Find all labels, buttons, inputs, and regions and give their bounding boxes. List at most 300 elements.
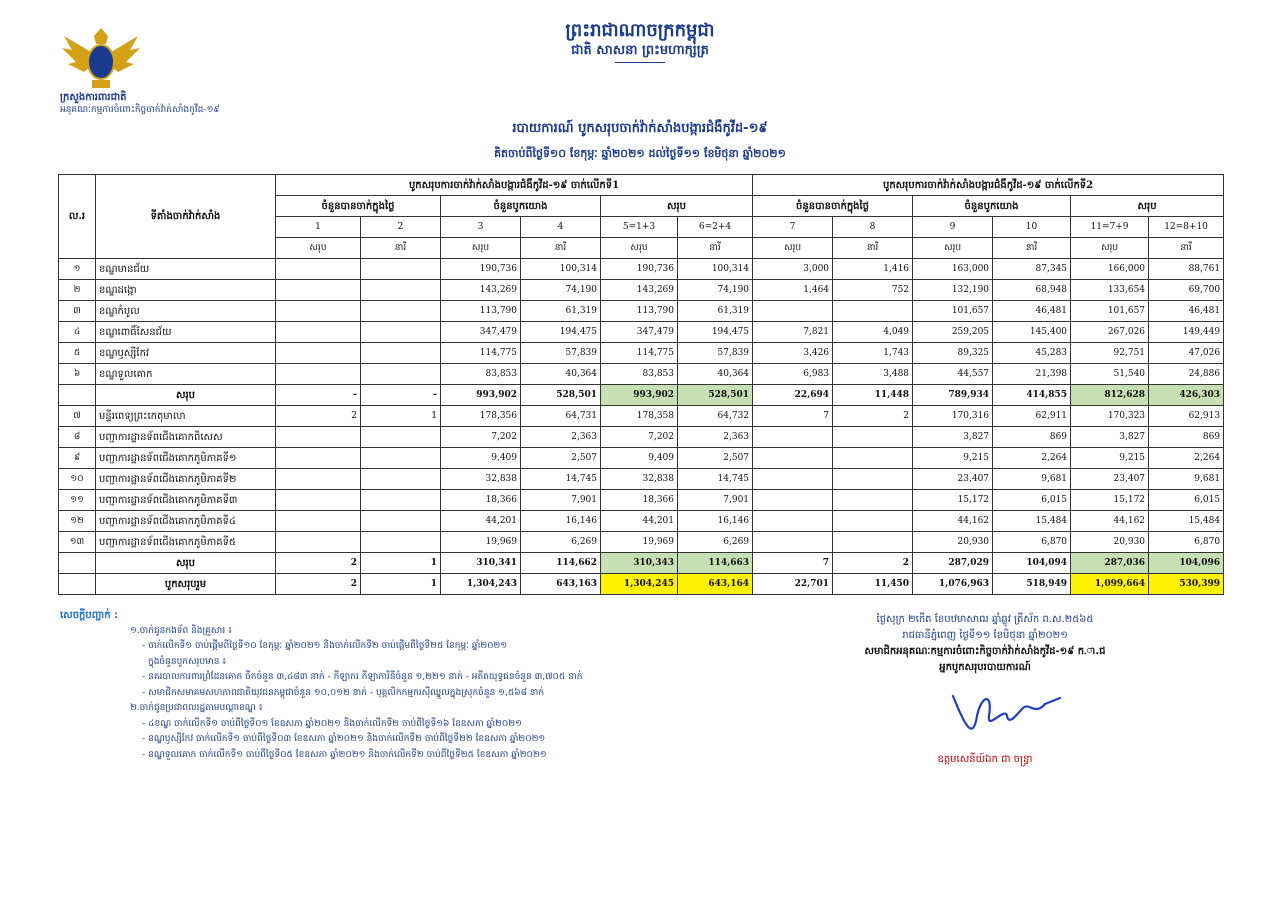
subtotal-cell: 7 [753, 553, 833, 574]
data-cell: 6,015 [993, 490, 1071, 511]
row-number: ៨ [59, 427, 96, 448]
data-cell: 15,172 [913, 490, 993, 511]
dose1-group-header: បូកសរុបការចាក់វ៉ាក់សាំងបង្ការជំងឺកូវីដ-១៩ ចាក់លើកទី1 [276, 175, 753, 196]
data-cell: 6,015 [1149, 490, 1224, 511]
column-label-total: សរុប [601, 238, 678, 259]
empty-cell [59, 385, 96, 406]
data-cell: 166,000 [1071, 259, 1149, 280]
note-line: - ចាក់លើកទី១ ចាប់ផ្ដើមពីថ្ងៃទី១០ ខែកុម្ភៈ ឆ្នាំ២០២១ និងចាក់លើកទី២ ចាប់ផ្ដើមពីថ្ងៃទី២៥ ខែកុម្ភៈ ឆ្នាំ២០២១ [142, 641, 508, 651]
row-number: ៣ [59, 301, 96, 322]
row-number: ៦ [59, 364, 96, 385]
row-location-name: ខណ្ឌមានជ័យ [96, 259, 276, 280]
data-cell: 20,930 [913, 532, 993, 553]
data-cell: 83,853 [441, 364, 521, 385]
data-cell: 114,775 [601, 343, 678, 364]
motto-divider [615, 62, 665, 63]
row-location-name: បញ្ជាការដ្ឋានទ័ពជើងគោកភូមិភាគទី១ [96, 448, 276, 469]
subtotal-cell: 2 [833, 553, 913, 574]
data-cell: 259,205 [913, 322, 993, 343]
data-cell: 44,162 [1071, 511, 1149, 532]
data-cell: 190,736 [441, 259, 521, 280]
column-number: 10 [993, 217, 1071, 238]
note-line: ក្នុងចំនួនបូកសរុបមាន ៖ [148, 656, 227, 667]
subtotal-cell: - [276, 385, 361, 406]
subgroup-header: ចំនួនបានចាក់ក្នុងថ្ងៃ [276, 196, 441, 217]
data-cell: 7,821 [753, 322, 833, 343]
data-cell [833, 511, 913, 532]
data-cell: 3,827 [1071, 427, 1149, 448]
dose2-group-header: បូកសរុបការចាក់វ៉ាក់សាំងបង្ការជំងឺកូវីដ-១៩ ចាក់លើកទី2 [753, 175, 1224, 196]
note-line: - ៤ខណ្ឌ ចាក់លើកទី១ ចាប់ពីថ្ងៃទី០១ ខែឧសភា ឆ្នាំ២០២១ និងចាក់លើកទី២ ចាប់ពីថ្ងៃទី១៦ ខែឧសភា ឆ្នាំ២០២១ [142, 718, 522, 729]
data-cell [276, 532, 361, 553]
row-location-name: បញ្ជាការដ្ឋានទ័ពជើងគោកភូមិភាគទី៤ [96, 511, 276, 532]
data-cell: 1,743 [833, 343, 913, 364]
column-number: 3 [441, 217, 521, 238]
column-number: 2 [361, 217, 441, 238]
note-line: ២.ចាក់ជូនប្រជាពលរដ្ឋតាមបណ្ដាខណ្ឌ ៖ [130, 703, 263, 713]
subtotal-cell: 1 [361, 553, 441, 574]
data-cell [753, 469, 833, 490]
column-label-female: នារី [1149, 238, 1224, 259]
data-cell: 3,827 [913, 427, 993, 448]
notes-title: សេចក្ដីបញ្ជាក់ : [60, 610, 119, 621]
empty-cell [59, 574, 96, 595]
subtotal-cell: 1,304,245 [601, 574, 678, 595]
table-row [59, 259, 1224, 280]
data-cell: 2,507 [521, 448, 601, 469]
table-row [59, 511, 1224, 532]
data-cell: 9,409 [441, 448, 521, 469]
subtotal-cell: 518,949 [993, 574, 1071, 595]
column-number: 5=1+3 [601, 217, 678, 238]
subtotal-cell: 1,099,664 [1071, 574, 1149, 595]
row-location-name: បញ្ជាការដ្ឋានទ័ពជើងគោកពិសេស [96, 427, 276, 448]
subtotal-cell: 310,343 [601, 553, 678, 574]
table-row [59, 280, 1224, 301]
data-cell: 143,269 [441, 280, 521, 301]
data-cell: 32,838 [601, 469, 678, 490]
data-cell: 869 [1149, 427, 1224, 448]
subtotal-cell: - [361, 385, 441, 406]
subtotal-row-label: សរុប [96, 385, 276, 406]
data-cell: 24,886 [1149, 364, 1224, 385]
column-number: 8 [833, 217, 913, 238]
data-cell: 100,314 [521, 259, 601, 280]
row-number: ១០ [59, 469, 96, 490]
data-cell [753, 427, 833, 448]
data-cell: 194,475 [521, 322, 601, 343]
data-cell: 44,162 [913, 511, 993, 532]
note-line: - សមាជិកសមាគមសហភាពជាតិយុវជនកម្ពុជាចំនួន ១០,០១២ នាក់ - បុគ្គលិកកម្មករស៊ីឈ្នួលក្នុងស្រុកចំនួន ១,៥៦៨ នាក់ [142, 687, 545, 698]
table-row [59, 427, 1224, 448]
ministry-emblem-logo [62, 28, 140, 90]
subtotal-row [59, 553, 1224, 574]
data-cell: 74,190 [678, 280, 753, 301]
data-cell: 23,407 [913, 469, 993, 490]
data-cell: 64,732 [678, 406, 753, 427]
data-cell: 46,481 [993, 301, 1071, 322]
data-cell: 113,790 [441, 301, 521, 322]
column-label-female: នារី [993, 238, 1071, 259]
data-cell: 347,479 [601, 322, 678, 343]
data-cell: 9,409 [601, 448, 678, 469]
data-cell: 2,363 [678, 427, 753, 448]
column-label-total: សរុប [441, 238, 521, 259]
data-cell: 1,464 [753, 280, 833, 301]
data-cell: 46,481 [1149, 301, 1224, 322]
grand-total-row [59, 574, 1224, 595]
data-cell: 15,484 [993, 511, 1071, 532]
data-cell: 9,215 [913, 448, 993, 469]
note-line: ១.ចាក់ជូនកងទ័ព និងគ្រួសារ ៖ [130, 625, 233, 636]
data-cell [753, 490, 833, 511]
subtotal-cell: 2 [276, 553, 361, 574]
subtotal-cell: 812,628 [1071, 385, 1149, 406]
data-cell [833, 532, 913, 553]
data-cell: 178,358 [601, 406, 678, 427]
data-cell: 143,269 [601, 280, 678, 301]
data-cell: 9,681 [1149, 469, 1224, 490]
data-cell: 7,202 [441, 427, 521, 448]
data-cell [361, 511, 441, 532]
notes-section [60, 608, 680, 763]
data-cell: 64,731 [521, 406, 601, 427]
signatory-organization: សមាជិកអនុគណៈកម្មការចំពោះកិច្ចចាក់វ៉ាក់សាំងកូវីដ-១៩ ក.ា.ជ [864, 646, 1106, 657]
row-number: ១២ [59, 511, 96, 532]
row-location-name: ខណ្ឌពោធិ៍សែនជ័យ [96, 322, 276, 343]
data-cell: 133,654 [1071, 280, 1149, 301]
data-cell: 44,201 [601, 511, 678, 532]
data-cell [361, 322, 441, 343]
column-number: 9 [913, 217, 993, 238]
data-cell: 7,202 [601, 427, 678, 448]
row-number: ១ [59, 259, 96, 280]
table-row [59, 448, 1224, 469]
report-period: គិតចាប់ពីថ្ងៃទី១០ ខែកុម្ភៈ ឆ្នាំ២០២១ ដល់ថ្ងៃទី១១ ខែមិថុនា ឆ្នាំ២០២១ [494, 147, 786, 160]
data-cell [361, 427, 441, 448]
data-cell [276, 511, 361, 532]
header-row [59, 175, 1224, 196]
data-cell [361, 259, 441, 280]
data-cell: 40,364 [521, 364, 601, 385]
data-cell: 92,751 [1071, 343, 1149, 364]
data-cell: 47,026 [1149, 343, 1224, 364]
data-cell: 45,283 [993, 343, 1071, 364]
data-cell [276, 280, 361, 301]
data-cell: 1 [361, 406, 441, 427]
data-cell: 9,681 [993, 469, 1071, 490]
empty-cell [59, 553, 96, 574]
column-number: 12=8+10 [1149, 217, 1224, 238]
data-cell: 16,146 [678, 511, 753, 532]
data-cell: 6,269 [521, 532, 601, 553]
data-cell: 347,479 [441, 322, 521, 343]
data-cell [361, 280, 441, 301]
data-cell: 61,319 [678, 301, 753, 322]
data-cell: 32,838 [441, 469, 521, 490]
subtotal-row [59, 385, 1224, 406]
data-cell: 19,969 [441, 532, 521, 553]
data-cell: 163,000 [913, 259, 993, 280]
national-motto: ជាតិ សាសនា ព្រះមហាក្សត្រ [571, 43, 709, 58]
data-cell: 15,172 [1071, 490, 1149, 511]
subtotal-cell: 993,902 [441, 385, 521, 406]
data-cell: 1,416 [833, 259, 913, 280]
column-label-total: សរុប [753, 238, 833, 259]
data-cell: 6,870 [1149, 532, 1224, 553]
data-cell: 190,736 [601, 259, 678, 280]
row-location-name: ខណ្ឌដង្កោ [96, 280, 276, 301]
data-cell [753, 301, 833, 322]
data-cell [361, 532, 441, 553]
committee-name: អនុគណៈកម្មការចំពោះកិច្ចចាក់វ៉ាក់សាំងកូវីដ-១៩ [60, 105, 220, 115]
data-cell: 6,269 [678, 532, 753, 553]
data-cell: 2 [833, 406, 913, 427]
note-line: - ខណ្ឌឫស្សីកែវ ចាក់លើកទី១ ចាប់ពីថ្ងៃទី០៣ ខែឧសភា ឆ្នាំ២០២១ និងចាក់លើកទី២ ចាប់ពីថ្ងៃទី២២ ខែឧសភា ឆ្នាំ២០២១ [142, 734, 546, 744]
data-cell: 40,364 [678, 364, 753, 385]
column-label-female: នារី [361, 238, 441, 259]
subgroup-header: សរុប [601, 196, 753, 217]
subtotal-cell: 310,341 [441, 553, 521, 574]
data-cell: 178,356 [441, 406, 521, 427]
data-cell: 21,398 [993, 364, 1071, 385]
data-cell: 170,316 [913, 406, 993, 427]
subtotal-cell: 104,094 [993, 553, 1071, 574]
data-cell [276, 427, 361, 448]
column-number: 11=7+9 [1071, 217, 1149, 238]
data-cell: 89,325 [913, 343, 993, 364]
subtotal-cell: 643,163 [521, 574, 601, 595]
table-row [59, 532, 1224, 553]
subtotal-cell: 993,902 [601, 385, 678, 406]
data-cell: 18,366 [441, 490, 521, 511]
data-cell: 2,363 [521, 427, 601, 448]
data-cell [753, 532, 833, 553]
table-row [59, 469, 1224, 490]
data-cell: 114,775 [441, 343, 521, 364]
data-cell: 87,345 [993, 259, 1071, 280]
data-cell [361, 490, 441, 511]
table-row [59, 322, 1224, 343]
lunar-date: ថ្ងៃសុក្រ ២កើត ខែបឋមាសាឍ ឆ្នាំឆ្លូវ ត្រីស័ក ព.ស.២៥៦៥ [876, 614, 1094, 625]
data-cell [833, 427, 913, 448]
data-cell: 16,146 [521, 511, 601, 532]
table-row [59, 343, 1224, 364]
table-row [59, 364, 1224, 385]
data-cell: 74,190 [521, 280, 601, 301]
data-cell: 44,201 [441, 511, 521, 532]
data-cell: 101,657 [913, 301, 993, 322]
data-cell [753, 448, 833, 469]
subtotal-cell: 1 [361, 574, 441, 595]
data-cell: 62,911 [993, 406, 1071, 427]
subtotal-cell: 414,855 [993, 385, 1071, 406]
row-location-name: បញ្ជាការដ្ឋានទ័ពជើងគោកភូមិភាគទី២ [96, 469, 276, 490]
column-label-total: សរុប [276, 238, 361, 259]
subtotal-cell: 1,076,963 [913, 574, 993, 595]
data-cell: 7 [753, 406, 833, 427]
data-cell: 6,870 [993, 532, 1071, 553]
subtotal-cell: 528,501 [678, 385, 753, 406]
data-cell [833, 448, 913, 469]
data-cell [361, 364, 441, 385]
data-cell [361, 448, 441, 469]
row-number: ៩ [59, 448, 96, 469]
column-number: 6=2+4 [678, 217, 753, 238]
column-label-female: នារី [678, 238, 753, 259]
ministry-name: ក្រសួងការពារជាតិ [60, 92, 127, 103]
data-cell [361, 343, 441, 364]
subgroup-header: សរុប [1071, 196, 1224, 217]
data-cell [276, 322, 361, 343]
data-cell: 57,839 [521, 343, 601, 364]
subgroup-header: ចំនួនបូកយោង [913, 196, 1071, 217]
row-number: ៧ [59, 406, 96, 427]
data-cell [276, 343, 361, 364]
data-cell: 145,400 [993, 322, 1071, 343]
data-cell: 69,700 [1149, 280, 1224, 301]
data-cell: 3,426 [753, 343, 833, 364]
data-cell [833, 469, 913, 490]
column-label-female: នារី [833, 238, 913, 259]
subtotal-cell: 114,662 [521, 553, 601, 574]
row-number: ២ [59, 280, 96, 301]
row-location-name: មន្ទីរពេទ្យព្រះកេតុមាលា [96, 406, 276, 427]
data-cell [276, 364, 361, 385]
row-location-name: ខណ្ឌកំបូល [96, 301, 276, 322]
subtotal-cell: 2 [276, 574, 361, 595]
signature-block [825, 612, 1145, 676]
report-title: របាយការណ៍ បូកសរុបចាក់វ៉ាក់សាំងបង្ការជំងឺកូវីដ-១៩ [512, 121, 768, 136]
data-cell: 51,540 [1071, 364, 1149, 385]
data-cell [276, 469, 361, 490]
subtotal-cell: 789,934 [913, 385, 993, 406]
data-cell: 61,319 [521, 301, 601, 322]
data-cell: 14,745 [678, 469, 753, 490]
row-number: ៤ [59, 322, 96, 343]
subtotal-cell: 287,029 [913, 553, 993, 574]
subtotal-cell: 1,304,243 [441, 574, 521, 595]
column-number: 7 [753, 217, 833, 238]
subtotal-cell: 22,701 [753, 574, 833, 595]
signer-name: ឧត្តមសេនីយ៍ឯក ជា ចន្ធ្រា [937, 754, 1033, 765]
data-cell [833, 490, 913, 511]
signatory-role: អ្នកបូកសរុបរបាយការណ៍ [939, 662, 1031, 673]
column-label-female: នារី [521, 238, 601, 259]
data-cell: 194,475 [678, 322, 753, 343]
subtotal-cell: 530,399 [1149, 574, 1224, 595]
data-cell [276, 259, 361, 280]
table-row [59, 490, 1224, 511]
subtotal-cell: 22,694 [753, 385, 833, 406]
data-cell [361, 469, 441, 490]
data-cell: 3,488 [833, 364, 913, 385]
data-cell: 2,507 [678, 448, 753, 469]
data-cell: 7,901 [521, 490, 601, 511]
data-cell [753, 511, 833, 532]
row-location-name: បញ្ជាការដ្ឋានទ័ពជើងគោកភូមិភាគទី៣ [96, 490, 276, 511]
data-cell: 19,969 [601, 532, 678, 553]
row-number: ១៣ [59, 532, 96, 553]
note-line: - នគរបាលការពារព្រំដែនគោក ចីកចំនួន ៣,៤៨៣ នាក់ - កីឡាករ កីឡាការិនីចំនួន ១,២២១ នាក់ - អតីតយុទ្ធជនចំនួន ៣,៧០៥ នាក់ [142, 672, 583, 682]
data-cell [276, 490, 361, 511]
column-number: 4 [521, 217, 601, 238]
note-line: - ខណ្ឌទួលគោក ចាក់លើកទី១ ចាប់ពីថ្ងៃទី០៥ ខែឧសភា ឆ្នាំ២០២១ និងចាក់លើកទី២ ចាប់ពីថ្ងៃទី២៥ ខែឧសភា ឆ្នាំ២០២១ [142, 749, 547, 760]
data-cell: 44,557 [913, 364, 993, 385]
row-location-name: ខណ្ឌទួលគោក [96, 364, 276, 385]
data-cell [833, 301, 913, 322]
data-cell: 20,930 [1071, 532, 1149, 553]
subtotal-cell: 287,036 [1071, 553, 1149, 574]
row-location-name: ខណ្ឌឫស្សីកែវ [96, 343, 276, 364]
data-cell: 752 [833, 280, 913, 301]
data-cell: 68,948 [993, 280, 1071, 301]
subtotal-cell: 114,663 [678, 553, 753, 574]
row-location-name: បញ្ជាការដ្ឋានទ័ពជើងគោកភូមិភាគទី៥ [96, 532, 276, 553]
data-cell: 113,790 [601, 301, 678, 322]
subtotal-cell: 104,096 [1149, 553, 1224, 574]
data-cell: 15,484 [1149, 511, 1224, 532]
data-cell: 2 [276, 406, 361, 427]
data-cell: 101,657 [1071, 301, 1149, 322]
kingdom-title: ព្រះរាជាណាចក្រកម្ពុជា [565, 20, 715, 41]
subtotal-cell: 643,164 [678, 574, 753, 595]
data-cell: 149,449 [1149, 322, 1224, 343]
data-cell [276, 448, 361, 469]
data-cell: 170,323 [1071, 406, 1149, 427]
handwritten-signature [945, 686, 1065, 746]
data-cell: 6,983 [753, 364, 833, 385]
data-cell [361, 301, 441, 322]
subtotal-cell: 528,501 [521, 385, 601, 406]
data-cell: 2,264 [1149, 448, 1224, 469]
data-cell: 88,761 [1149, 259, 1224, 280]
subtotal-cell: 11,450 [833, 574, 913, 595]
vaccination-report-table [58, 174, 1224, 595]
subtotal-cell: 11,448 [833, 385, 913, 406]
grand-total-row-label: បូកសរុបរួម [96, 574, 276, 595]
data-cell: 2,264 [993, 448, 1071, 469]
subtotal-cell: 426,303 [1149, 385, 1224, 406]
data-cell: 100,314 [678, 259, 753, 280]
column-label-total: សរុប [913, 238, 993, 259]
column-header-no: ល.រ [59, 175, 96, 259]
table-row [59, 301, 1224, 322]
data-cell: 4,049 [833, 322, 913, 343]
data-cell: 869 [993, 427, 1071, 448]
subgroup-header: ចំនួនបានចាក់ក្នុងថ្ងៃ [753, 196, 913, 217]
data-cell: 23,407 [1071, 469, 1149, 490]
column-header-location: ទីតាំងចាក់វ៉ាក់សាំង [96, 175, 276, 259]
row-number: ៥ [59, 343, 96, 364]
data-cell: 62,913 [1149, 406, 1224, 427]
data-cell: 3,000 [753, 259, 833, 280]
data-cell: 267,026 [1071, 322, 1149, 343]
data-cell: 9,215 [1071, 448, 1149, 469]
column-label-total: សរុប [1071, 238, 1149, 259]
subtotal-row-label: សរុប [96, 553, 276, 574]
data-cell: 7,901 [678, 490, 753, 511]
data-cell [276, 301, 361, 322]
table-row [59, 406, 1224, 427]
data-cell: 57,839 [678, 343, 753, 364]
data-cell: 83,853 [601, 364, 678, 385]
column-number: 1 [276, 217, 361, 238]
data-cell: 14,745 [521, 469, 601, 490]
subgroup-header: ចំនួនបូកយោង [441, 196, 601, 217]
data-cell: 18,366 [601, 490, 678, 511]
data-cell: 132,190 [913, 280, 993, 301]
